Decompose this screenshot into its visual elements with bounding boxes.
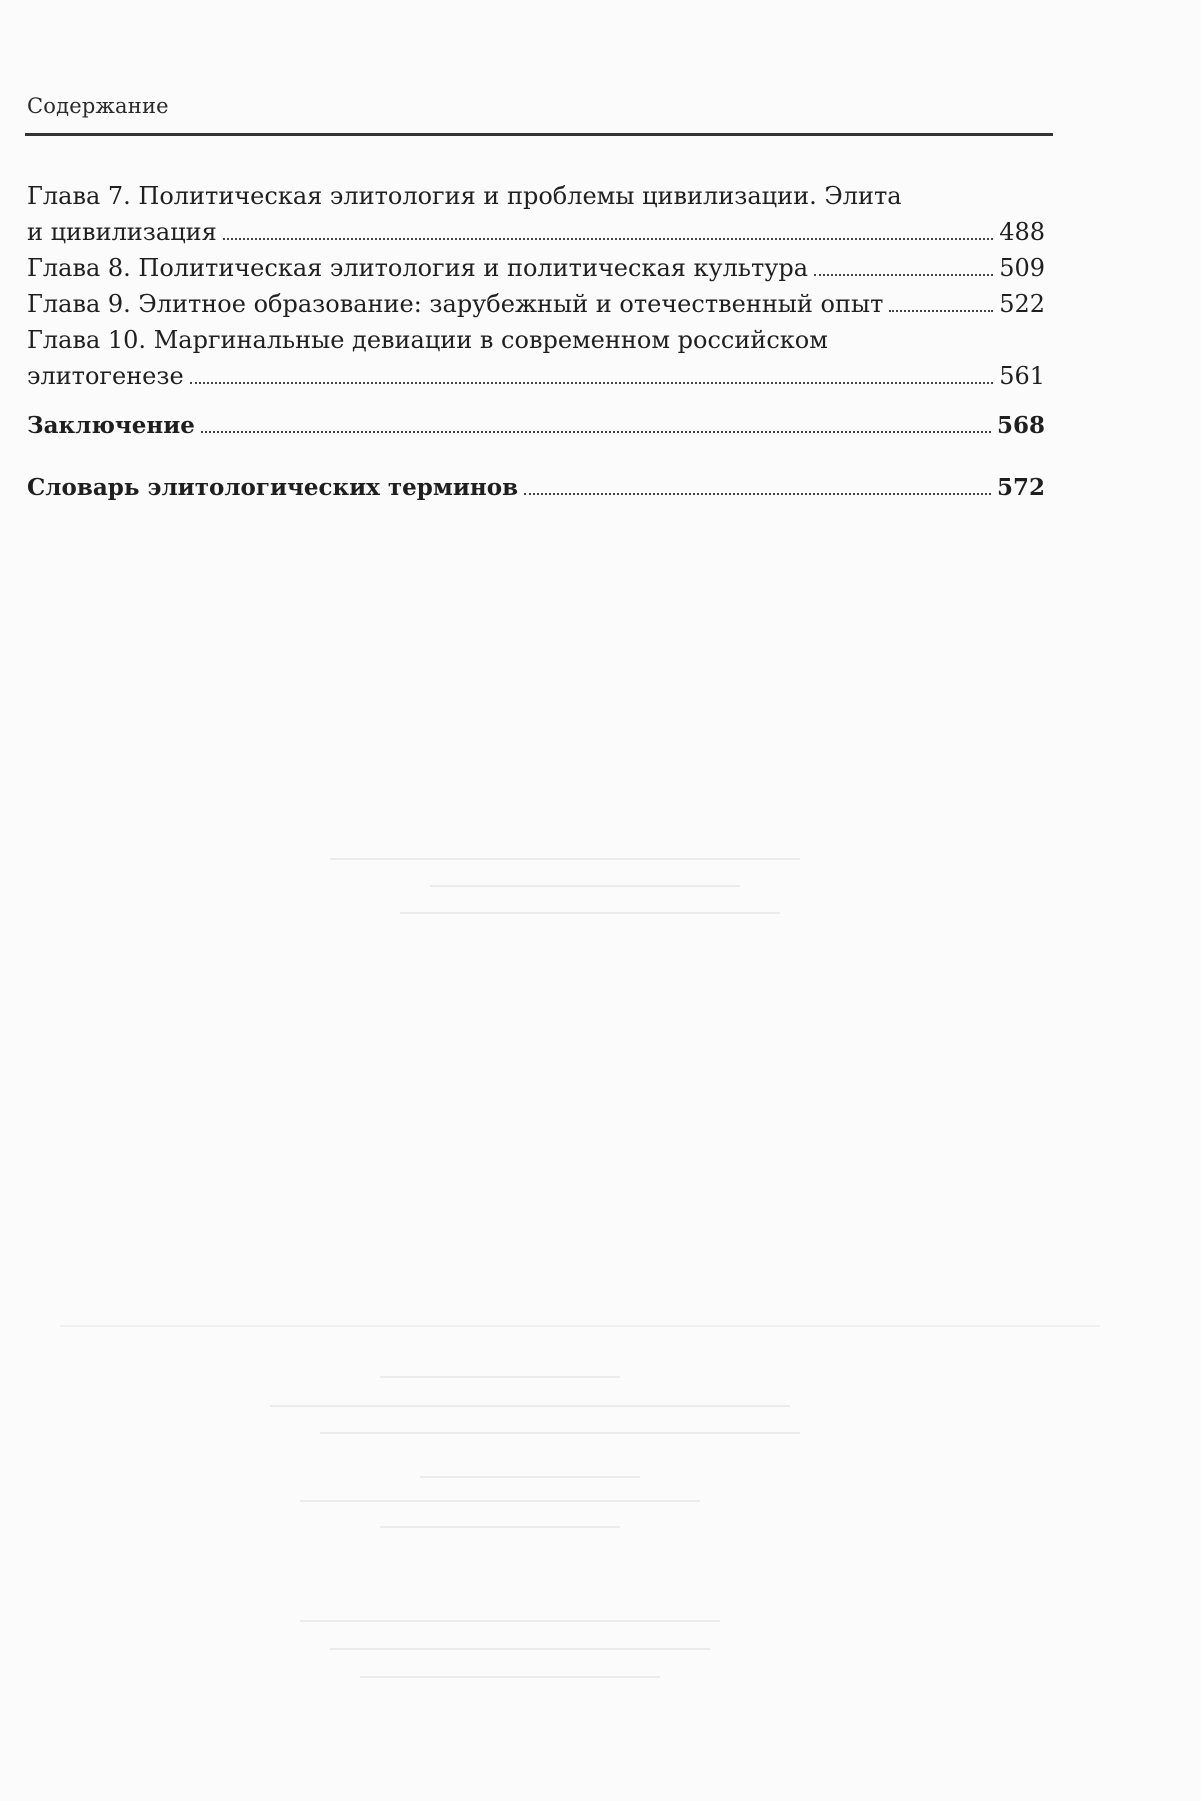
show-through-mark: [330, 858, 800, 860]
show-through-mark: [330, 1648, 710, 1650]
toc-entry-chapter-9: [27, 286, 1045, 322]
header-rule: [25, 133, 1053, 136]
toc-entry-title: Глава 9. Элитное образование: зарубежный и отечественный опыт: [27, 290, 884, 318]
toc-entry-last-line: [27, 250, 1045, 286]
toc-entry-last-line: [27, 214, 1045, 250]
dot-leader: [190, 382, 994, 384]
toc-entry-chapter-7: [27, 178, 1045, 250]
dot-leader: [889, 310, 993, 312]
dot-leader: [814, 274, 993, 276]
show-through-mark: [400, 912, 780, 914]
show-through-mark: [420, 1476, 640, 1478]
toc-entry-title: Заключение: [27, 412, 195, 439]
toc-page-number: 568: [996, 412, 1045, 439]
toc-page-number: 509: [999, 254, 1045, 282]
toc-entry-glossary: [27, 470, 1045, 506]
toc-page-number: 561: [999, 362, 1045, 390]
toc-entry-last-line: [27, 358, 1045, 394]
toc-entry-title: Словарь элитологических терминов: [27, 474, 519, 501]
show-through-mark: [430, 885, 740, 887]
show-through-mark: [270, 1405, 790, 1407]
show-through-mark: [60, 1325, 1100, 1327]
running-head-title: Содержание: [27, 94, 169, 118]
toc-page-number: 522: [999, 290, 1045, 318]
toc-entry-title: и цивилизация: [27, 218, 217, 246]
toc-entry-title-line: Глава 7. Политическая элитология и проблемы цивилизации. Элита: [27, 182, 902, 210]
toc-page-number: 488: [999, 218, 1045, 246]
dot-leader: [201, 431, 991, 433]
show-through-mark: [360, 1676, 660, 1678]
table-of-contents: [27, 178, 1045, 506]
toc-entry-title-line: Глава 10. Маргинальные девиации в современном российском: [27, 326, 828, 354]
toc-entry-chapter-8: [27, 250, 1045, 286]
toc-page-number: 572: [996, 474, 1045, 501]
toc-entry-conclusion: [27, 408, 1045, 444]
toc-entry-title: Глава 8. Политическая элитология и политическая культура: [27, 254, 809, 282]
toc-entry-last-line: [27, 286, 1045, 322]
toc-entry-last-line: [27, 470, 1045, 506]
dot-leader: [223, 238, 993, 240]
show-through-mark: [300, 1500, 700, 1502]
dot-leader: [524, 493, 991, 495]
show-through-mark: [380, 1526, 620, 1528]
toc-entry-chapter-10: [27, 322, 1045, 394]
show-through-mark: [380, 1376, 620, 1378]
toc-entry-title: элитогенезе: [27, 362, 184, 390]
show-through-mark: [300, 1620, 720, 1622]
toc-entry-last-line: [27, 408, 1045, 444]
show-through-mark: [320, 1432, 800, 1434]
